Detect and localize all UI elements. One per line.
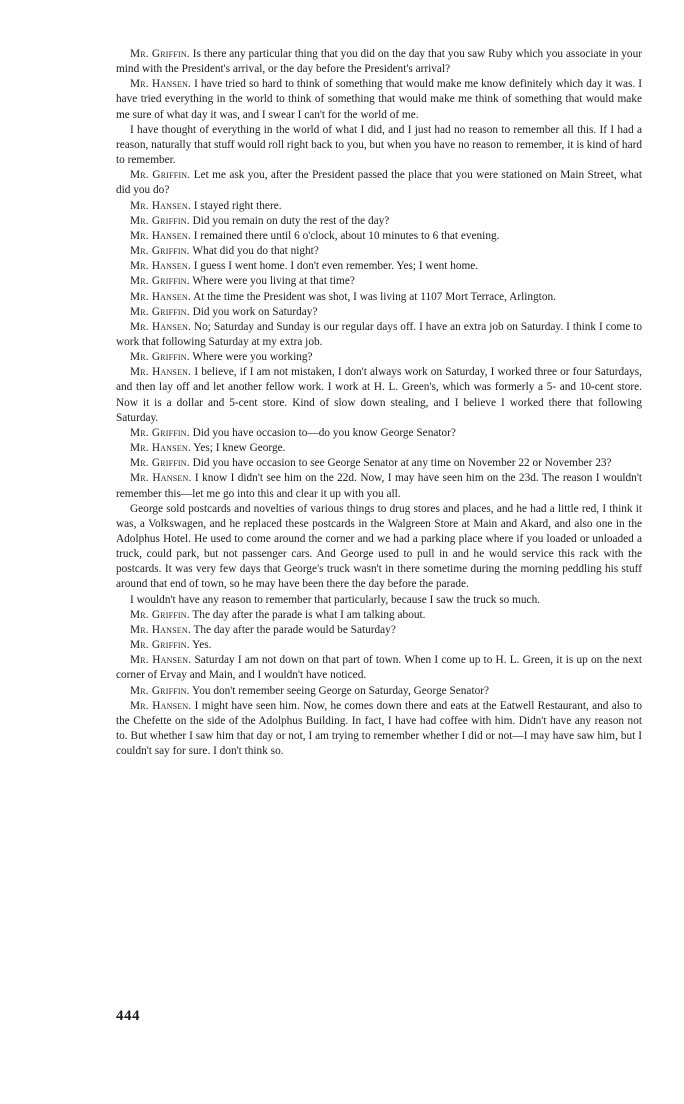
paragraph-text: Where were you living at that time? [192,275,355,288]
speaker-name: Mr. Hansen. [130,290,191,303]
paragraph-text: Yes. [192,639,212,652]
paragraph-text: Yes; I knew George. [193,442,286,455]
speaker-name: Mr. Griffin. [130,684,190,697]
speaker-name: Mr. Griffin. [130,305,190,318]
paragraph [116,214,642,229]
paragraph-text: George sold postcards and novelties of various things to drug stores and places, and he had a little red, I think it was, a Volkswagen, and he replaced these postcards in the Walgreen Store at Main and Akard, and also one in the Adolphus Hotel. He used to come around the corner and we had a parking place where if you loaded or unloaded a truck, could park, but not passenger cars. And George used to pull in and he would service this rack with the postcards. It was very few days that George's truck wasn't in there sometime during the morning peddling his stuff around that end of town, so he may have been there the day before the parade. [116,502,642,591]
speaker-name: Mr. Griffin. [130,457,190,470]
speaker-name: Mr. Hansen. [130,260,191,273]
testimony-page [116,47,642,759]
paragraph [116,290,642,305]
paragraph [116,699,642,760]
speaker-name: Mr. Hansen. [130,472,192,485]
paragraph [116,638,642,653]
speaker-name: Mr. Griffin. [130,214,190,227]
paragraph [116,502,642,593]
paragraph-text: What did you do that night? [192,245,319,258]
paragraph-text: Did you work on Saturday? [192,305,318,318]
speaker-name: Mr. Griffin. [130,245,190,258]
paragraph-text: No; Saturday and Sunday is our regular days off. I have an extra job on Saturday. I think I come to work that following Saturday at my extra job. [116,320,642,348]
paragraph [116,653,642,683]
paragraph-text: Where were you working? [192,351,313,364]
paragraph-text: Saturday I am not down on that part of town. When I come up to H. L. Green, it is up on the next corner of Ervay and Main, and I wouldn't have noticed. [116,654,642,682]
paragraph [116,426,642,441]
paragraph-text: I wouldn't have any reason to remember that particularly, because I saw the truck so much. [130,593,541,606]
speaker-name: Mr. Griffin. [130,608,190,621]
speaker-name: Mr. Griffin. [130,351,190,364]
paragraph [116,168,642,198]
speaker-name: Mr. Hansen. [130,320,192,333]
paragraph [116,684,642,699]
paragraph-text: The day after the parade would be Saturday? [193,623,396,636]
paragraph-text: The day after the parade is what I am talking about. [192,608,426,621]
paragraph [116,456,642,471]
page-number: 444 [116,1008,140,1024]
paragraph [116,471,642,501]
paragraph [116,365,642,426]
paragraph [116,259,642,274]
paragraph-text: Did you have occasion to—do you know George Senator? [192,426,456,439]
paragraph-text: I have thought of everything in the world of what I did, and I just had no reason to remember all this. If I had a reason, naturally that stuff would roll right back to you, but when you have no reason to remember, it is kind of hard to remember. [116,123,642,167]
paragraph-text: I stayed right there. [193,199,282,212]
speaker-name: Mr. Griffin. [130,426,190,439]
paragraph-text: I believe, if I am not mistaken, I don't always work on Saturday, I worked three or four Saturdays, and then lay off and let another fellow work. I work at H. L. Green's, which was formerly a 5- and 10-cent store. Now it is a dollar and 5-cent store. Kind of slow down stealing, and I believe I worked there that following Saturday. [116,366,643,424]
paragraph [116,274,642,289]
paragraph [116,305,642,320]
paragraph-text: Let me ask you, after the President passed the place that you were stationed on Main Street, what did you do? [116,169,642,197]
paragraph-text: At the time the President was shot, I was living at 1107 Mort Terrace, Arlington. [193,290,556,303]
paragraph [116,47,642,77]
speaker-name: Mr. Griffin. [130,169,191,182]
paragraph [116,244,642,259]
paragraph-text: Did you have occasion to see George Senator at any time on November 22 or November 23? [192,457,612,470]
paragraph [116,199,642,214]
speaker-name: Mr. Hansen. [130,442,191,455]
paragraph [116,320,642,350]
paragraph-text: You don't remember seeing George on Saturday, George Senator? [192,684,490,697]
paragraph [116,608,642,623]
paragraph-text: Did you remain on duty the rest of the day? [192,214,390,227]
speaker-name: Mr. Griffin. [130,48,190,60]
paragraph-text: I know I didn't see him on the 22d. Now, I may have seen him on the 23d. The reason I wouldn't remember this—let me go into this and clear it up with you all. [116,472,642,500]
paragraph [116,123,642,168]
paragraph-text: I guess I went home. I don't even remember. Yes; I went home. [193,260,479,273]
speaker-name: Mr. Hansen. [130,366,192,379]
speaker-name: Mr. Hansen. [130,699,192,712]
paragraph [116,623,642,638]
speaker-name: Mr. Hansen. [130,654,192,667]
speaker-name: Mr. Griffin. [130,275,190,288]
speaker-name: Mr. Hansen. [130,78,192,91]
paragraph-text: I might have seen him. Now, he comes down there and eats at the Eatwell Restaurant, and also to the Chefette on the side of the Adolphus Building. In fact, I have had coffee with him. Didn't have any reason not to. But whether I saw him that day or not, I am trying to remember whether I did or not—I may have saw him, but I couldn't say for sure. I don't think so. [116,699,642,758]
paragraph [116,77,642,122]
paragraph [116,350,642,365]
paragraph-text: I have tried so hard to think of something that would make me know definitely which day it was. I have tried everything in the world to think of something that would make me think of something that would make me sure of what day it was, and I swear I can't for the world of me. [116,78,643,121]
speaker-name: Mr. Griffin. [130,639,190,652]
speaker-name: Mr. Hansen. [130,623,191,636]
paragraph [116,593,642,608]
paragraph-text: I remained there until 6 o'clock, about 10 minutes to 6 that evening. [193,229,500,242]
speaker-name: Mr. Hansen. [130,229,191,242]
paragraph-text: Is there any particular thing that you did on the day that you saw Ruby which you associate in your mind with the President's arrival, or the day before the President's arrival? [116,48,642,76]
speaker-name: Mr. Hansen. [130,199,191,212]
paragraph [116,229,642,244]
paragraph [116,441,642,456]
